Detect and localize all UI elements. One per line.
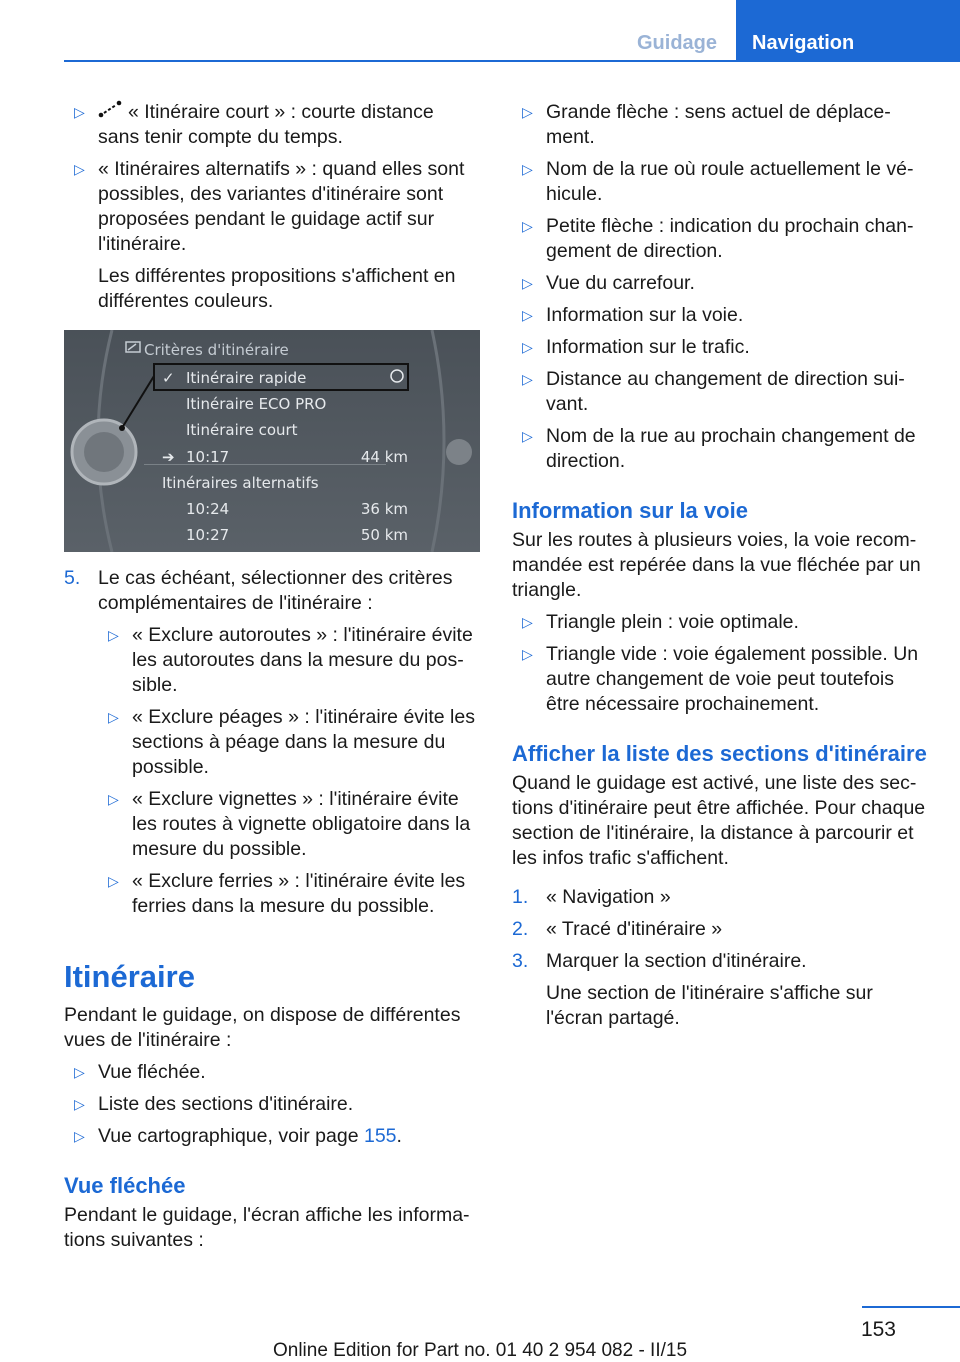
text: Vue du carrefour.: [546, 272, 695, 294]
list-item: [512, 303, 928, 328]
continuation-text: Les différentes propositions s'affichent en différentes couleurs.: [98, 265, 456, 313]
text: Nom de la rue au prochain changement de direction.: [546, 425, 916, 472]
bullet-marker: ▷: [522, 371, 533, 387]
text: Grande flèche : sens actuel de déplacement.: [546, 101, 891, 148]
continuation-text: Une section de l'itinéraire s'affiche sur l'écran partagé.: [546, 982, 873, 1029]
bullet-marker: ▷: [522, 307, 533, 323]
numbered-step: [512, 917, 928, 942]
short-route-icon: [98, 100, 122, 125]
subsection-heading: Vue fléchée: [64, 1173, 186, 1199]
section-heading: Itinéraire: [64, 959, 195, 995]
edition-note: Online Edition for Part no. 01 40 2 954 082 - II/15: [272, 1340, 688, 1361]
footer-rule: [862, 1306, 960, 1308]
paragraph: Pendant le guidage, l'écran affiche les informations suivantes :: [64, 1204, 470, 1252]
paragraph: Pendant le guidage, on dispose de différentes vues de l'itinéraire :: [64, 1004, 461, 1052]
bullet-marker: ▷: [74, 1064, 85, 1081]
bullet-marker: ▷: [108, 627, 119, 644]
list-item: [98, 869, 480, 919]
text: « Navigation »: [546, 886, 671, 908]
right-column: [512, 100, 928, 1038]
screen-item-eco-pro[interactable]: Itinéraire ECO PRO: [186, 395, 327, 414]
screen-alt-distance: 36 km: [360, 500, 408, 519]
screen-item-rapide[interactable]: Itinéraire rapide: [186, 369, 307, 388]
screen-time: 10:17: [186, 448, 230, 467]
numbered-step: [64, 566, 480, 616]
bullet-marker: ▷: [74, 161, 85, 178]
tab-guidage[interactable]: Guidage: [636, 32, 717, 54]
paragraph: Quand le guidage est activé, une liste des sections d'itinéraire peut être affichée. Pour chaque section de l'itinéraire, la distance à parcourir et les infos trafic s'affichent.: [512, 772, 926, 869]
list-item: [512, 610, 928, 635]
numbered-step: [512, 949, 928, 974]
list-item: [512, 424, 928, 474]
step-number: 5.: [64, 567, 81, 590]
bullet-marker: ▷: [522, 428, 533, 444]
text: Distance au changement de direction suivant.: [546, 368, 905, 415]
list-item: [512, 157, 928, 207]
text: Vue fléchée.: [98, 1061, 206, 1084]
tab-navigation[interactable]: Navigation: [736, 0, 960, 62]
list-item: [64, 100, 480, 150]
subsection-heading: Afficher la liste des sections d'itinéraire: [512, 741, 927, 766]
text: « Exclure autoroutes » : l'itinéraire évite les autoroutes dans la mesure du possible.: [132, 624, 473, 697]
screen-distance: 44 km: [360, 448, 408, 467]
text: .: [396, 1125, 402, 1148]
bullet-marker: ▷: [522, 614, 533, 630]
list-item: [512, 642, 928, 717]
route-criteria-screenshot: [64, 330, 480, 552]
arrow-icon: ➔: [162, 448, 175, 467]
list-item: [512, 367, 928, 417]
bullet-marker: ▷: [74, 1096, 85, 1113]
text: Vue cartographique, voir page: [98, 1125, 364, 1148]
list-item: [512, 271, 928, 296]
bullet-marker: ▷: [74, 1128, 85, 1145]
bullet-marker: ▷: [74, 104, 85, 120]
step-number: 1.: [512, 886, 529, 908]
text: « Tracé d'itinéraire »: [546, 918, 723, 940]
header-rule: [64, 60, 960, 62]
bullet-marker: ▷: [522, 339, 533, 355]
list-item: [98, 623, 480, 698]
text: Liste des sections d'itinéraire.: [98, 1093, 354, 1116]
text: « Exclure péages » : l'itinéraire évite les sections à péage dans la mesure du possible.: [132, 706, 475, 779]
list-item: [98, 705, 480, 780]
subsection-heading: Information sur la voie: [512, 498, 748, 523]
screen-alt-title: Itinéraires alternatifs: [162, 474, 319, 493]
list-item: [64, 1092, 480, 1117]
bullet-marker: ▷: [108, 709, 119, 726]
screen-item-court[interactable]: Itinéraire court: [186, 421, 298, 440]
text: « Itinéraire court » : courte distance sans tenir compte du temps.: [98, 101, 434, 149]
list-item: [512, 335, 928, 360]
text: « Exclure ferries » : l'itinéraire évite les ferries dans la mesure du possible.: [132, 870, 466, 918]
numbered-step: [512, 885, 928, 910]
left-column: [64, 100, 480, 1260]
bullet-marker: ▷: [108, 791, 119, 808]
text: « Itinéraires alternatifs » : quand elles sont possibles, des variantes d'itinéraire sont proposées pendant le guidage actif sur l'itinéraire.: [98, 158, 465, 256]
paragraph: Sur les routes à plusieurs voies, la voie recommandée est repérée dans la vue fléchée par un triangle.: [512, 529, 921, 601]
sub-list: [64, 623, 480, 919]
list-item: [64, 1124, 480, 1149]
text: Marquer la section d'itinéraire.: [546, 950, 807, 972]
bullet-marker: ▷: [522, 275, 533, 291]
text: Information sur le trafic.: [546, 336, 750, 358]
list-item: [512, 100, 928, 150]
screen-title: Critères d'itinéraire: [144, 341, 289, 360]
bullet-marker: ▷: [522, 104, 533, 120]
text: Le cas échéant, sélectionner des critères complémentaires de l'itinéraire :: [98, 567, 453, 615]
bullet-marker: ▷: [108, 873, 119, 890]
list-item: [512, 214, 928, 264]
bullet-marker: ▷: [522, 646, 533, 662]
page-link[interactable]: 155: [363, 1125, 397, 1148]
text: Triangle vide : voie également possible. Un autre changement de voie peut toutefois être nécessaire prochainement.: [546, 643, 919, 715]
text: Petite flèche : indication du prochain changement de direction.: [546, 215, 914, 262]
step-number: 3.: [512, 950, 529, 972]
screen-alt-distance: 50 km: [360, 526, 408, 545]
screen-alt-time[interactable]: 10:27: [186, 526, 230, 545]
check-icon: ✓: [162, 369, 175, 388]
page-number: 153: [860, 1318, 896, 1341]
text: Nom de la rue où roule actuellement le véhicule.: [546, 158, 914, 205]
screen-alt-time[interactable]: 10:24: [186, 500, 230, 519]
list-item: [98, 787, 480, 862]
bullet-marker: ▷: [522, 161, 533, 177]
list-item: [64, 157, 480, 257]
text: Information sur la voie.: [546, 304, 744, 326]
step-number: 2.: [512, 918, 529, 940]
bullet-marker: ▷: [522, 218, 533, 234]
list-item: [64, 1060, 480, 1085]
text: Triangle plein : voie optimale.: [546, 611, 799, 633]
text: « Exclure vignettes » : l'itinéraire évite les routes à vignette obligatoire dans la mesure du possible.: [132, 788, 471, 861]
